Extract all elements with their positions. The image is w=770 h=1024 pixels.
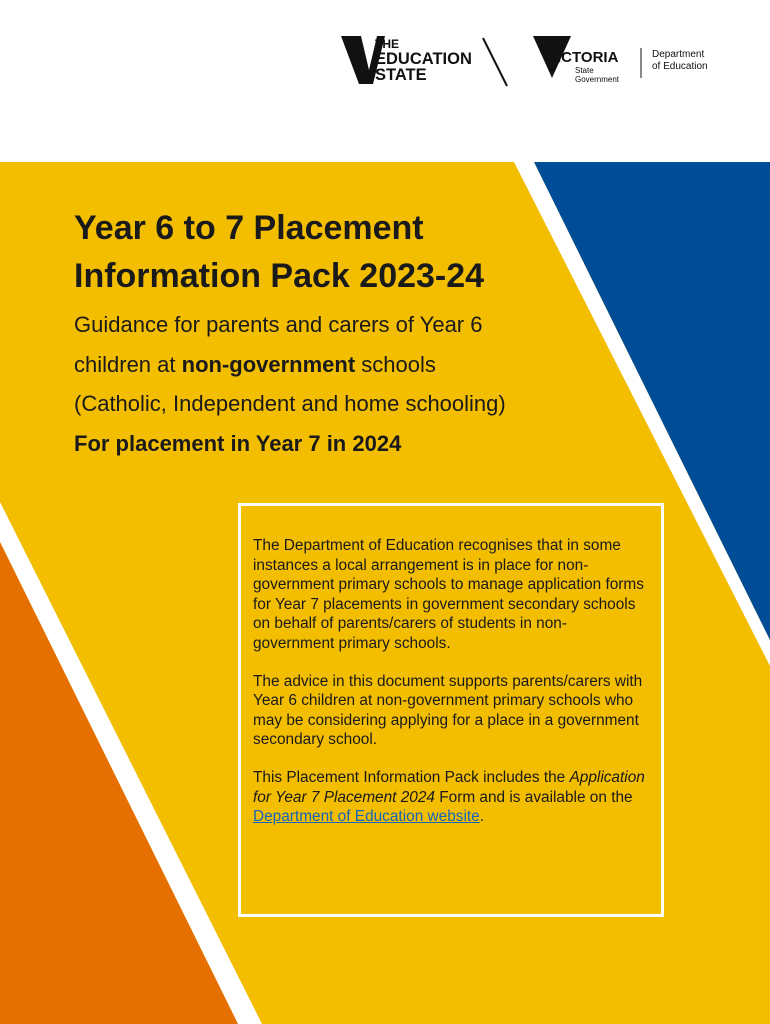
education-state-logo bbox=[335, 30, 735, 95]
svg-text:Department: Department bbox=[652, 49, 705, 60]
department-website-link[interactable]: Department of Education website bbox=[253, 808, 480, 826]
svg-text:EDUCATION: EDUCATION bbox=[375, 50, 472, 68]
svg-text:STATE: STATE bbox=[375, 66, 427, 84]
page-title bbox=[74, 204, 594, 300]
svg-text:THE: THE bbox=[375, 37, 399, 51]
subtitle-block bbox=[74, 305, 614, 463]
subtitle-line-3: (Catholic, Independent and home schooling) bbox=[74, 391, 506, 416]
svg-text:of Education: of Education bbox=[652, 61, 708, 72]
non-government-emphasis: non-government bbox=[181, 351, 356, 377]
info-paragraph-2: The advice in this document supports parents/carers with Year 6 children at non-government primary schools who may be considering applying for a place in a government secondary school. bbox=[253, 672, 643, 749]
info-paragraph-3: This Placement Information Pack includes the Application for Year 7 Placement 2024 Form and is available on the Department of Education website. bbox=[253, 768, 645, 826]
svg-text:VICTORIA: VICTORIA bbox=[547, 49, 619, 66]
title-line-1: Year 6 to 7 Placement bbox=[74, 209, 424, 247]
svg-text:Government: Government bbox=[575, 75, 620, 84]
form-name: Application for Year 7 Placement 2024 bbox=[253, 768, 645, 806]
header-logos bbox=[335, 30, 735, 95]
subtitle-line-2: children at non-government schools bbox=[74, 351, 436, 377]
placement-year: For placement in Year 7 in 2024 bbox=[74, 430, 402, 456]
subtitle-line-1: Guidance for parents and carers of Year 6 bbox=[74, 312, 483, 337]
title-line-2: Information Pack 2023-24 bbox=[74, 257, 485, 295]
info-paragraph-1: The Department of Education recognises that in some instances a local arrangement is in place for non-government primary schools to manage application forms for Year 7 placements in government secondary schools on behalf of parents/carers of students in non-government primary schools. bbox=[253, 537, 644, 652]
svg-text:State: State bbox=[575, 66, 594, 75]
info-box bbox=[238, 503, 664, 917]
